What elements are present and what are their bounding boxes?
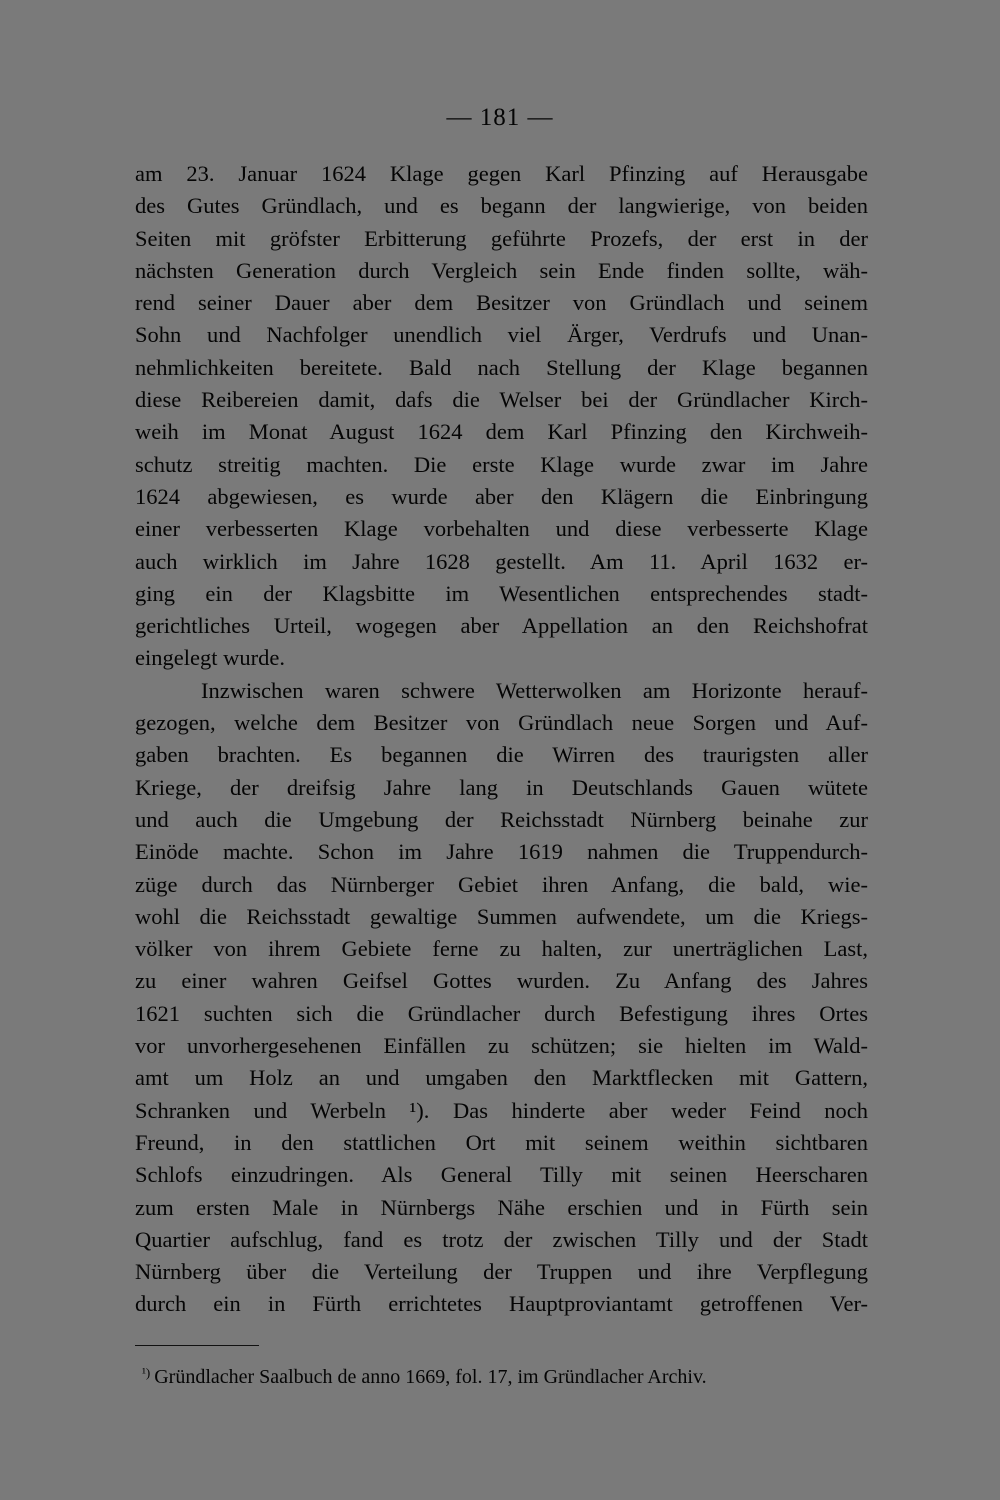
text-line: Schlofs einzudringen. Als General Tilly mit seinen Heerscharen — [135, 1162, 868, 1188]
text-line: Sohn und Nachfolger unendlich viel Ärger, Verdrufs und Unan- — [135, 322, 868, 348]
text-line: und auch die Umgebung der Reichsstadt Nürnberg beinahe zur — [135, 806, 868, 832]
text-line: nehmlichkeiten bereitete. Bald nach Stellung der Klage begannen — [135, 354, 868, 380]
text-line: 1621 suchten sich die Gründlacher durch Befestigung ihres Ortes — [135, 1000, 868, 1026]
text-line: auch wirklich im Jahre 1628 gestellt. Am 11. April 1632 er- — [135, 548, 868, 574]
text-line: Nürnberg über die Verteilung der Truppen und ihre Verpflegung — [135, 1259, 868, 1285]
text-line: rend seiner Dauer aber dem Besitzer von Gründlach und seinem — [135, 290, 868, 316]
text-line: zum ersten Male in Nürnbergs Nähe erschien und in Fürth sein — [135, 1194, 868, 1220]
text-line: am 23. Januar 1624 Klage gegen Karl Pfinzing auf Herausgabe — [135, 161, 868, 186]
text-line: züge durch das Nürnberger Gebiet ihren Anfang, die bald, wie- — [135, 871, 868, 897]
body-text — [135, 158, 868, 1321]
text-line: vor unvorhergesehenen Einfällen zu schützen; sie hielten im Wald- — [135, 1033, 868, 1059]
text-line: Freund, in den stattlichen Ort mit seinem weithin sichtbaren — [135, 1129, 868, 1155]
footnote-marker: ¹) — [142, 1365, 151, 1380]
text-line: Seiten mit gröfster Erbitterung geführte Prozefs, der erst in der — [135, 225, 868, 251]
text-line: wohl die Reichsstadt gewaltige Summen aufwendete, um die Kriegs- — [135, 903, 868, 929]
text-line: amt um Holz an und umgaben den Marktflecken mit Gattern, — [135, 1065, 868, 1091]
text-line: diese Reibereien damit, dafs die Welser bei der Gründlacher Kirch- — [135, 387, 868, 413]
text-line: zu einer wahren Geifsel Gottes wurden. Zu Anfang des Jahres — [135, 968, 868, 994]
text-line: Kriege, der dreifsig Jahre lang in Deutschlands Gauen wütete — [135, 774, 868, 800]
text-line: völker von ihrem Gebiete ferne zu halten, zur unerträglichen Last, — [135, 936, 868, 962]
text-line: schutz streitig machten. Die erste Klage wurde zwar im Jahre — [135, 451, 868, 477]
page-number: — 181 — — [446, 104, 554, 131]
text-line: 1624 abgewiesen, es wurde aber den Klägern die Einbringung — [135, 483, 868, 509]
text-line: weih im Monat August 1624 dem Karl Pfinzing den Kirchweih- — [135, 419, 868, 445]
text-line: nächsten Generation durch Vergleich sein Ende finden sollte, wäh- — [135, 257, 868, 283]
text-line: Quartier aufschlug, fand es trotz der zwischen Tilly und der Stadt — [135, 1226, 868, 1252]
text-line: gaben brachten. Es begannen die Wirren des traurigsten aller — [135, 742, 868, 768]
text-line: durch ein in Fürth errichtetes Hauptproviantamt getroffenen Ver- — [135, 1291, 868, 1317]
text-line: gerichtliches Urteil, wogegen aber Appellation an den Reichshofrat — [135, 613, 868, 639]
footnote-text: Gründlacher Saalbuch de anno 1669, fol. 17, im Gründlacher Archiv. — [154, 1366, 707, 1388]
text-line: ging ein der Klagsbitte im Wesentlichen entsprechendes stadt- — [135, 580, 868, 606]
text-line: des Gutes Gründlach, und es begann der langwierige, von beiden — [135, 193, 868, 219]
text-line: Schranken und Werbeln ¹). Das hinderte aber weder Feind noch — [135, 1097, 868, 1123]
text-line: gezogen, welche dem Besitzer von Gründlach neue Sorgen und Auf- — [135, 710, 868, 736]
text-line: eingelegt wurde. — [135, 645, 285, 671]
footnote — [142, 1359, 862, 1391]
text-line: einer verbesserten Klage vorbehalten und diese verbesserte Klage — [135, 516, 868, 542]
text-line: Einöde machte. Schon im Jahre 1619 nahmen die Truppendurch- — [135, 839, 868, 865]
text-line: Inzwischen waren schwere Wetterwolken am Horizonte herauf- — [201, 677, 868, 703]
footnote-divider — [135, 1345, 259, 1346]
